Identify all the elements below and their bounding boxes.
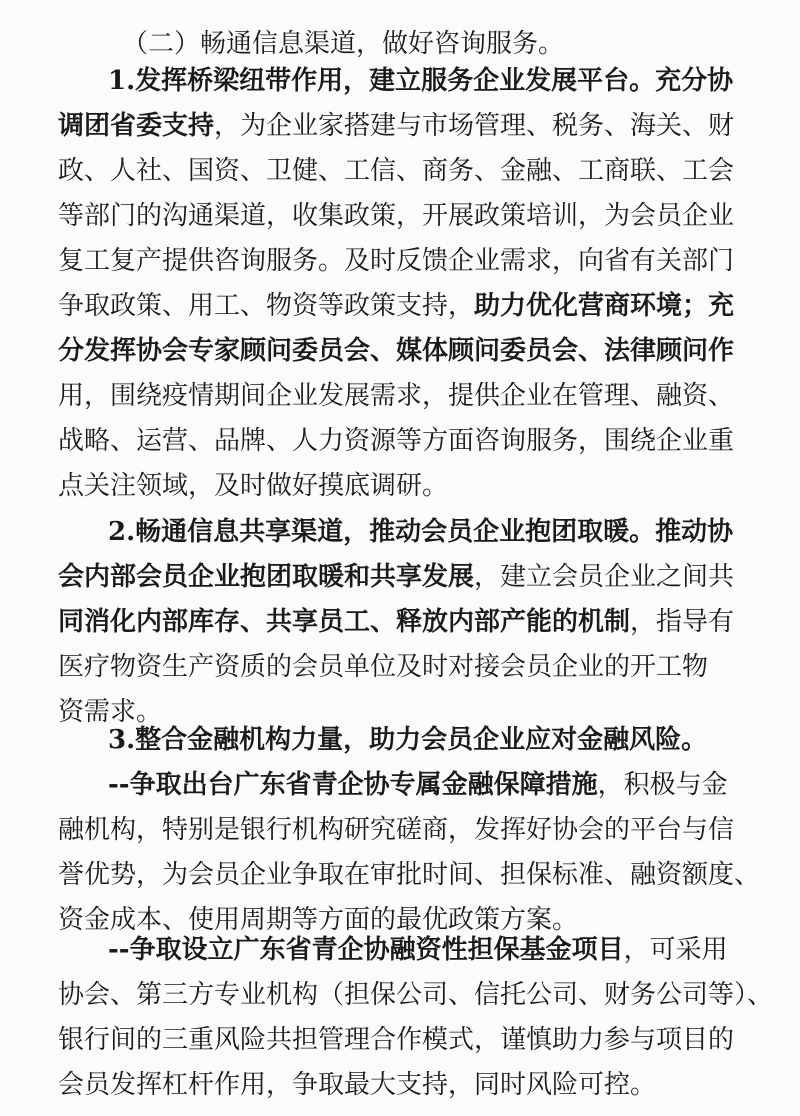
item2-text: ，指导有: [630, 607, 735, 637]
item3-text: 誉优势，为会员企业争取在审批时间、担保标准、融资额度、: [58, 860, 761, 890]
item1-line-10: [0, 464, 800, 508]
item3-p2-line-1: [0, 928, 800, 972]
item2-title: 2.畅通信息共享渠道，推动会员企业抱团取暖。推动协: [108, 517, 734, 547]
item1-text: 政、人社、国资、卫健、工信、商务、金融、工商联、工会: [58, 156, 735, 186]
item2-bold-text: 同消化内部库存、共享员工、释放内部产能的机制: [58, 607, 631, 637]
item1-text: 争取政策、用工、物资等政策支持，: [58, 291, 475, 321]
item1-line-6: [0, 284, 800, 328]
item1-text: 用，围绕疫情期间企业发展需求，提供企业在管理、融资、: [58, 381, 735, 411]
item2-text: 医疗物资生产资质的会员单位及时对接会员企业的开工物: [58, 652, 709, 682]
item3-heading: [0, 718, 800, 762]
item1-bold-text: 调团省委支持: [58, 111, 215, 141]
item1-bold-text: 分发挥协会专家顾问委员会、媒体顾问委员会、法律顾问作: [58, 336, 735, 366]
item1-text: ，为企业家搭建与市场管理、税务、海关、财: [214, 111, 735, 141]
item3-p1-line-2: [0, 808, 800, 852]
item1-bold-text: 助力优化营商环境；充: [474, 291, 735, 321]
item3-text: 会员发挥杠杆作用，争取最大支持，同时风险可控。: [58, 1070, 657, 1100]
item3-p2-line-2: [0, 973, 800, 1017]
item3-p2-line-4: [0, 1063, 800, 1107]
item2-line-1: [0, 510, 800, 554]
item2-text: ，建立会员企业之间共: [474, 562, 735, 592]
item1-text: 点关注领域，及时做好摸底调研。: [58, 471, 449, 501]
item1-text: 复工复产提供咨询服务。及时反馈企业需求，向省有关部门: [58, 246, 735, 276]
item2-text: 资需求。: [58, 697, 163, 727]
item1-title: 1.发挥桥梁纽带作用，建立服务企业发展平台。充分协: [108, 66, 734, 96]
item1-line-8: [0, 374, 800, 418]
item2-line-4: [0, 645, 800, 689]
item3-bold-text: --争取设立广东省青企协融资性担保基金项目: [108, 935, 624, 965]
item1-line-3: [0, 149, 800, 193]
item3-text: ，可采用: [623, 935, 728, 965]
item2-line-3: [0, 600, 800, 644]
item3-text: ，积极与金: [597, 770, 728, 800]
item1-line-2: [0, 104, 800, 148]
item1-line-5: [0, 239, 800, 283]
item3-text: 协会、第三方专业机构（担保公司、信托公司、财务公司等）、: [58, 980, 774, 1010]
section-heading-text: （二）畅通信息渠道，做好咨询服务。: [122, 29, 565, 59]
item2-line-2: [0, 555, 800, 599]
item1-text: 等部门的沟通渠道，收集政策，开展政策培训，为会员企业: [58, 201, 735, 231]
item1-line-4: [0, 194, 800, 238]
item1-line-1: [0, 59, 800, 103]
item3-p1-line-3: [0, 853, 800, 897]
item1-text: 战略、运营、品牌、人力资源等方面咨询服务，围绕企业重: [58, 426, 735, 456]
item3-text: 资金成本、使用周期等方面的最优政策方案。: [58, 905, 579, 935]
item3-text: 银行间的三重风险共担管理合作模式，谨慎助力参与项目的: [58, 1025, 735, 1055]
item1-line-9: [0, 419, 800, 463]
item3-title: 3.整合金融机构力量，助力会员企业应对金融风险。: [108, 725, 708, 755]
item1-line-7: [0, 329, 800, 373]
item3-text: 融机构，特别是银行机构研究磋商，发挥好协会的平台与信: [58, 815, 735, 845]
item3-p1-line-1: [0, 763, 800, 807]
item3-p2-line-3: [0, 1018, 800, 1062]
item3-bold-text: --争取出台广东省青企协专属金融保障措施: [108, 770, 598, 800]
item2-bold-text: 会内部会员企业抱团取暖和共享发展: [58, 562, 475, 592]
